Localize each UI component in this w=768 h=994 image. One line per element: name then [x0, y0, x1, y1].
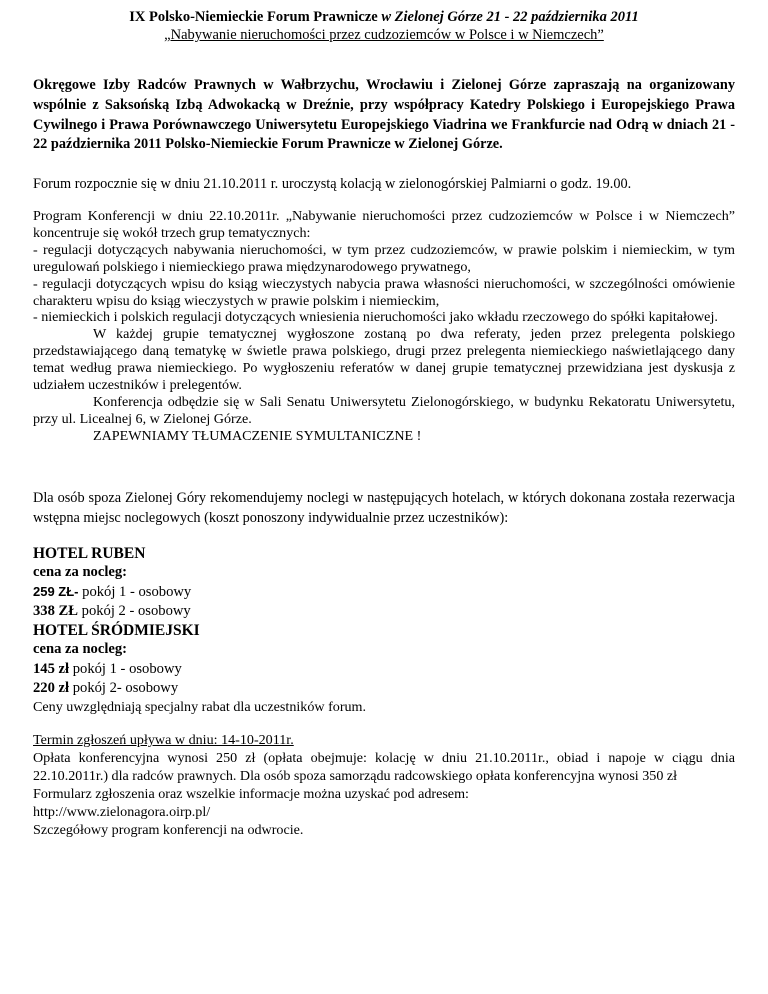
room-desc: pokój 1 - osobowy: [69, 660, 182, 677]
program-groups-paragraph: W każdej grupie tematycznej wygłoszone zostaną po dwa referaty, jeden przez prelegenta polskiego przedstawiającego daną tematykę w świetle prawa polskiego, drugi przez prelegenta niemieckiego naświetlającego dany temat według prawa niemieckiego. Po wygłoszeniu referatów w danej grupie tematycznej przewidziana jest dyskusja z udziałem uczestników i prelegentów.: [33, 326, 735, 394]
website-link[interactable]: http://www.zielonagora.oirp.pl/: [33, 804, 211, 820]
hotel-price-label: cena za nocleg:: [33, 564, 128, 581]
hotel-room-line: [33, 660, 735, 679]
registration-section: [33, 731, 735, 839]
room-desc: pokój 2- osobowy: [69, 679, 179, 696]
room-price: 220 zł: [33, 679, 70, 696]
discount-note: Ceny uwzględniają specjalny rabat dla uczestników forum.: [33, 698, 367, 715]
room-price: 259 ZŁ-: [33, 584, 79, 600]
registration-deadline: Termin zgłoszeń upływa w dniu: 14-10-2011r.: [33, 732, 294, 748]
room-desc: pokój 2 - osobowy: [78, 603, 191, 620]
program-topic: - regulacji dotyczących wpisu do ksiąg wieczystych nabycia prawa własności nieruchomości, w szczególności omówienie charakteru wpisu do ksiąg wieczystych w prawie polskim i niemieckim,: [33, 275, 735, 309]
hotel-room-line: [33, 602, 735, 621]
title-place-date: w Zielonej Górze 21 - 22 października 2011: [381, 9, 639, 25]
document-title: [40, 8, 728, 26]
program-intro: Program Konferencji w dniu 22.10.2011r. „Nabywanie nieruchomości przez cudzoziemców w Polsce i w Niemczech” koncentruje się wokół trzech grup tematycznych:: [33, 208, 735, 241]
hotel-room-line: [33, 582, 735, 602]
conference-fee: Opłata konferencyjna wynosi 250 zł (opłata obejmuje: kolację w dniu 21.10.2011r., obiad i napoje w ciągu dnia 22.10.2011r.) dla radców prawnych. Dla osób spoza samorządu radcowskiego opłata konferencyjna wynosi 350 zł: [33, 750, 735, 784]
program-topic: - niemieckich i polskich regulacji dotyczących wniesienia nieruchomości jako wkładu rzeczowego do spółki kapitałowej.: [33, 309, 718, 326]
translation-notice: ZAPEWNIAMY TŁUMACZENIE SYMULTANICZNE !: [93, 427, 422, 444]
document-subtitle: „Nabywanie nieruchomości przez cudzoziemców w Polsce i w Niemczech”: [164, 27, 604, 43]
program-venue-paragraph: Konferencja odbędzie się w Sali Senatu Uniwersytetu Zielonogórskiego, w budynku Rekatoratu Uniwersytetu, przy ul. Licealnej 6, w Zielonej Górze.: [33, 393, 735, 427]
hotel-name: HOTEL ŚRÓDMIEJSKI: [33, 622, 200, 640]
hotel-price-label: cena za nocleg:: [33, 641, 128, 658]
hotel-name: HOTEL RUBEN: [33, 545, 146, 562]
title-prefix: IX Polsko-Niemieckie Forum Prawnicze: [129, 9, 382, 25]
hotels-intro-paragraph: Dla osób spoza Zielonej Góry rekomendujemy noclegi w następujących hotelach, w których dokonana została rezerwacja wstępna miejsc noclegowych (koszt ponoszony indywidualnie przez uczestników):: [33, 490, 735, 526]
opening-paragraph: Forum rozpocznie się w dniu 21.10.2011 r. uroczystą kolacją w zielonogórskiej Palmiarni o godz. 19.00.: [33, 176, 632, 192]
room-desc: pokój 1 - osobowy: [78, 584, 192, 601]
hotel-room-line: [33, 679, 735, 698]
program-note: Szczegółowy program konferencji na odwrocie.: [33, 822, 304, 838]
invitation-paragraph: Okręgowe Izby Radców Prawnych w Wałbrzychu, Wrocławiu i Zielonej Górze zapraszają na organizowany wspólnie z Saksońską Izbą Adwokacką w Dreźnie, przy współpracy Katedry Polskiego i Europejskiego Prawa Cywilnego i Prawa Porównawczego Uniwersytetu Europejskiego Viadrina we Frankfurcie nad Odrą w dniach 21 - 22 października 2011 Polsko-Niemieckie Forum Prawnicze w Zielonej Górze.: [33, 77, 735, 153]
room-price: 145 zł: [33, 660, 70, 677]
room-price: 338 ZŁ: [33, 603, 79, 620]
program-section: [33, 208, 735, 445]
info-text: Formularz zgłoszenia oraz wszelkie informacje można uzyskać pod adresem:: [33, 786, 469, 802]
hotels-list: [33, 544, 735, 717]
program-topic: - regulacji dotyczących nabywania nieruchomości, w tym przez cudzoziemców, w prawie polskim i niemieckim, w tym uregulowań polskiego i niemieckiego prawa międzynarodowego prywatnego,: [33, 241, 735, 275]
